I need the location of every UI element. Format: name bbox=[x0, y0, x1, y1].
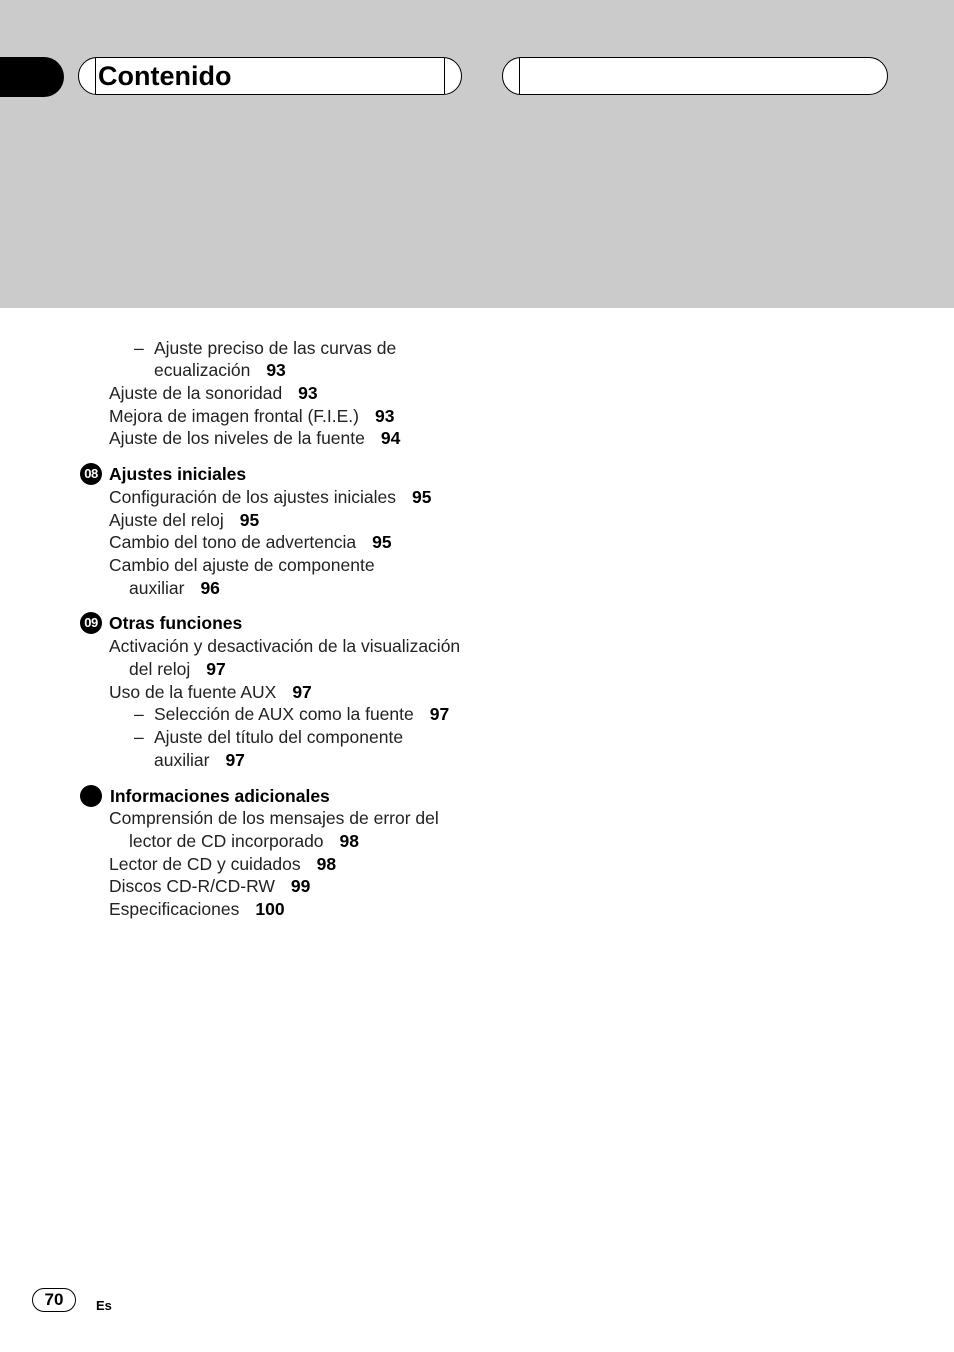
dash-marker: – bbox=[134, 704, 144, 724]
toc-page-number: 98 bbox=[339, 831, 360, 851]
toc-item[interactable] bbox=[134, 337, 397, 359]
toc-item-text: Comprensión de los mensajes de error del bbox=[109, 808, 439, 828]
language-code: Es bbox=[96, 1298, 112, 1313]
toc-item-text: Configuración de los ajustes iniciales bbox=[109, 487, 396, 507]
toc-page-number: 96 bbox=[200, 578, 220, 598]
page-number: 70 bbox=[32, 1288, 76, 1312]
toc-item-text: Cambio del tono de advertencia bbox=[109, 532, 357, 552]
toc-page-number: 99 bbox=[290, 876, 311, 896]
toc-item[interactable] bbox=[109, 635, 460, 657]
toc-item-text: auxiliar bbox=[129, 578, 185, 598]
toc-subitem[interactable] bbox=[134, 726, 404, 748]
toc-item-text: Ajuste del título del componente bbox=[154, 727, 404, 747]
toc-page-number: 94 bbox=[380, 428, 401, 448]
toc-item[interactable] bbox=[109, 405, 394, 427]
toc-page-number: 100 bbox=[255, 899, 285, 919]
toc-item-text: Especificaciones bbox=[109, 899, 240, 919]
toc-item-text: Ajuste preciso de las curvas de bbox=[154, 338, 397, 358]
toc-item-text: Ajuste de los niveles de la fuente bbox=[109, 428, 365, 448]
toc-page-number: 97 bbox=[292, 682, 312, 702]
toc-item[interactable] bbox=[109, 554, 375, 576]
toc-item-text: Mejora de imagen frontal (F.I.E.) bbox=[109, 406, 359, 426]
toc-item-continuation[interactable] bbox=[154, 359, 286, 381]
toc-item-text: ecualización bbox=[154, 360, 251, 380]
right-frame-divider bbox=[519, 58, 520, 94]
toc-item-text: Discos CD-R/CD-RW bbox=[109, 876, 275, 896]
toc-item-text: auxiliar bbox=[154, 750, 210, 770]
toc-item-text: Activación y desactivación de la visualización bbox=[109, 636, 461, 656]
toc-page-number: 95 bbox=[372, 532, 392, 552]
toc-item[interactable] bbox=[109, 509, 259, 531]
toc-page-number: 98 bbox=[316, 854, 337, 874]
section-title[interactable]: Informaciones adicionales bbox=[110, 786, 330, 806]
section-number-badge: 09 bbox=[80, 612, 102, 634]
header-band bbox=[0, 0, 954, 308]
toc-item-continuation[interactable] bbox=[129, 577, 220, 599]
toc-page-number: 93 bbox=[266, 360, 286, 380]
title-frame-divider-right bbox=[444, 58, 445, 94]
section-title[interactable]: Ajustes iniciales bbox=[109, 464, 247, 484]
toc-page-number: 97 bbox=[225, 750, 245, 770]
toc-item-text: lector de CD incorporado bbox=[129, 831, 324, 851]
toc-item-text: Ajuste de la sonoridad bbox=[109, 383, 283, 403]
toc-page-number: 95 bbox=[239, 510, 260, 530]
toc-item[interactable] bbox=[109, 382, 318, 404]
toc-item[interactable] bbox=[109, 681, 312, 703]
dash-marker: – bbox=[134, 338, 144, 358]
toc-item[interactable] bbox=[109, 853, 336, 875]
toc-item-text: Ajuste del reloj bbox=[109, 510, 224, 530]
toc-item-text: Selección de AUX como la fuente bbox=[154, 704, 414, 724]
toc-item[interactable] bbox=[109, 427, 400, 449]
toc-item[interactable] bbox=[109, 875, 310, 897]
toc-item-continuation[interactable] bbox=[154, 749, 245, 771]
toc-item-continuation[interactable] bbox=[129, 658, 226, 680]
toc-item-continuation[interactable] bbox=[129, 830, 359, 852]
toc-page-number: 93 bbox=[298, 383, 318, 403]
toc-item[interactable] bbox=[109, 898, 285, 920]
page-title: Contenido bbox=[98, 61, 232, 91]
right-frame bbox=[502, 57, 888, 95]
section-number-badge bbox=[80, 785, 102, 807]
toc-page-number: 95 bbox=[411, 487, 432, 507]
toc-page-number: 97 bbox=[429, 704, 450, 724]
toc-item-text: Uso de la fuente AUX bbox=[109, 682, 277, 702]
toc-item-text: Lector de CD y cuidados bbox=[109, 854, 301, 874]
toc-item[interactable] bbox=[109, 486, 431, 508]
toc-item[interactable] bbox=[109, 531, 392, 553]
dash-marker: – bbox=[134, 727, 144, 747]
section-tab-marker bbox=[0, 57, 64, 97]
toc-page-number: 93 bbox=[374, 406, 395, 426]
toc-item-text: Cambio del ajuste de componente bbox=[109, 555, 375, 575]
toc-item[interactable] bbox=[109, 807, 439, 829]
toc-page-number: 97 bbox=[206, 659, 226, 679]
toc-item-text: del reloj bbox=[129, 659, 191, 679]
toc-subitem[interactable] bbox=[134, 703, 450, 725]
title-frame-divider-left bbox=[95, 58, 96, 94]
section-title[interactable]: Otras funciones bbox=[109, 613, 243, 633]
section-number-badge: 08 bbox=[80, 463, 102, 485]
